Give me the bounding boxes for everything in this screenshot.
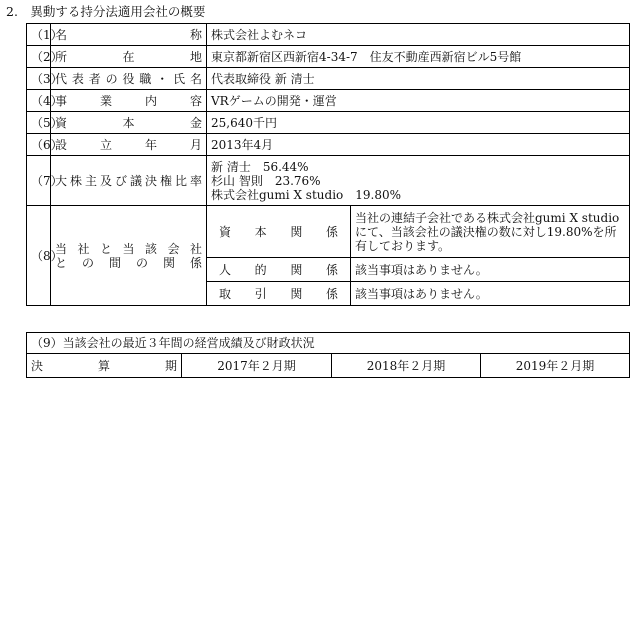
row-label: 名 称 xyxy=(51,24,207,46)
row-value: 東京都新宿区西新宿4-34-7 住友不動産西新宿ビル5号館 xyxy=(207,46,630,68)
overview-row xyxy=(27,46,630,68)
relationship-value: 該当事項はありません。 xyxy=(351,282,630,306)
financials-section-title: （9）当該会社の最近３年間の経営成績及び財政状況 xyxy=(27,333,630,354)
row-value: 2013年4月 xyxy=(207,134,630,156)
relationship-type: 人 的 関 係 xyxy=(207,258,351,282)
overview-row xyxy=(27,68,630,90)
row-value: 25,640千円 xyxy=(207,112,630,134)
row-label: 設 立 年 月 xyxy=(51,134,207,156)
financials-header-row xyxy=(27,354,630,378)
row-number: （1） xyxy=(27,24,51,46)
row-value: 代表取締役 新 清士 xyxy=(207,68,630,90)
relationship-type: 取 引 関 係 xyxy=(207,282,351,306)
period-header: 2018年２月期 xyxy=(332,354,481,378)
overview-row xyxy=(27,24,630,46)
row-label: 所 在 地 xyxy=(51,46,207,68)
financials-table xyxy=(26,332,630,378)
relationship-value: 当社の連結子会社である株式会社gumi X studioにて、当該会社の議決権の数に対し19.80%を所有しております。 xyxy=(351,206,630,258)
shareholders-list xyxy=(207,156,630,206)
relationship-label-line: 当社と当該会社 xyxy=(55,241,202,256)
shareholder-line: 新 清士 56.44% xyxy=(211,159,309,174)
shareholder-line: 株式会社gumi X studio 19.80% xyxy=(211,187,402,202)
row-number: （7） xyxy=(27,156,51,206)
row-number: （4） xyxy=(27,90,51,112)
period-header: 2019年２月期 xyxy=(481,354,630,378)
row-value: 株式会社よむネコ xyxy=(207,24,630,46)
row-number: （6） xyxy=(27,134,51,156)
row-value: VRゲームの開発・運営 xyxy=(207,90,630,112)
shareholders-row xyxy=(27,156,630,206)
relationship-row-capital xyxy=(27,206,630,258)
overview-row xyxy=(27,90,630,112)
section-heading: 2. 異動する持分法適用会社の概要 xyxy=(6,4,206,19)
row-label: 大株主及び議決権比率 xyxy=(51,156,207,206)
row-number: （3） xyxy=(27,68,51,90)
company-overview-table xyxy=(26,23,630,306)
row-label: 資 本 金 xyxy=(51,112,207,134)
relationship-label-line: との間の関係 xyxy=(55,255,202,270)
shareholder-line: 杉山 智則 23.76% xyxy=(211,173,321,188)
row-number: （5） xyxy=(27,112,51,134)
overview-row xyxy=(27,112,630,134)
relationship-value: 該当事項はありません。 xyxy=(351,258,630,282)
financials-section-row xyxy=(27,333,630,354)
period-header-label: 決 算 期 xyxy=(27,354,182,378)
row-label: 事 業 内 容 xyxy=(51,90,207,112)
overview-row xyxy=(27,134,630,156)
row-label: 代表者の役職・氏名 xyxy=(51,68,207,90)
row-number: （8） xyxy=(27,206,51,306)
relationship-type: 資 本 関 係 xyxy=(207,206,351,258)
row-number: （2） xyxy=(27,46,51,68)
period-header: 2017年２月期 xyxy=(182,354,332,378)
relationship-label xyxy=(51,206,207,306)
